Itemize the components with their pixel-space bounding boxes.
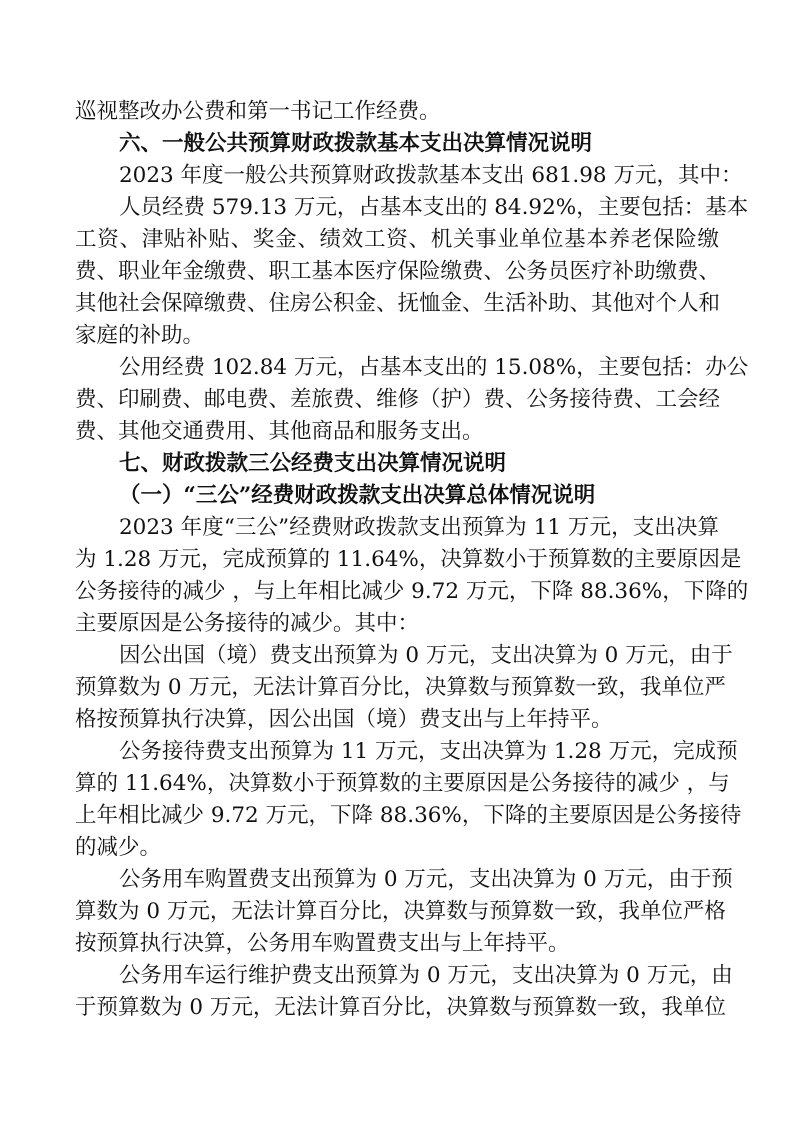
text-line: 算的 11.64%，决算数小于预算数的主要原因是公务接待的减少 ，与	[75, 771, 730, 796]
text-line: 的减少。	[75, 835, 162, 860]
text-line: 2023 年度“三公”经费财政拨款支出预算为 11 万元，支出决算	[119, 515, 719, 540]
text-line: 工资、津贴补贴、奖金、绩效工资、机关事业单位基本养老保险缴	[75, 227, 719, 252]
text-line: 其他社会保障缴费、住房公积金、抚恤金、生活补助、其他对个人和	[75, 291, 721, 316]
document-page	[75, 96, 749, 1024]
text-line: 因公出国（境）费支出预算为 0 万元，支出决算为 0 万元，由于	[119, 643, 733, 668]
paragraph	[75, 512, 749, 640]
text-line: 公务接待的减少 ，与上年相比减少 9.72 万元，下降 88.36%，下降的	[75, 579, 749, 604]
text-line: 巡视整改办公费和第一书记工作经费。	[75, 99, 441, 124]
text-line: 公用经费 102.84 万元，占基本支出的 15.08%，主要包括：办公	[119, 355, 749, 380]
text-line: 家庭的补助。	[75, 323, 205, 348]
text-line: 上年相比减少 9.72 万元，下降 88.36%，下降的主要原因是公务接待	[75, 803, 742, 828]
section-heading	[75, 128, 719, 160]
text-line: 主要原因是公务接待的减少。其中：	[75, 611, 420, 636]
text-line: 费、印刷费、邮电费、差旅费、维修（护）费、公务接待费、工会经	[75, 387, 721, 412]
text-line: 费、其他交通费用、其他商品和服务支出。	[75, 419, 484, 444]
text-line: 于预算数为 0 万元，无法计算百分比，决算数与预算数一致，我单位	[75, 995, 726, 1020]
text-line: 按预算执行决算，公务用车购置费支出与上年持平。	[75, 931, 570, 956]
paragraph	[75, 160, 743, 192]
text-line: 算数为 0 万元，无法计算百分比，决算数与预算数一致，我单位严格	[75, 899, 726, 924]
text-line: 2023 年度一般公共预算财政拨款基本支出 681.98 万元，其中：	[119, 163, 743, 188]
paragraph	[75, 960, 733, 1024]
text-line: 人员经费 579.13 万元，占基本支出的 84.92%，主要包括：基本	[119, 195, 749, 220]
paragraph	[75, 864, 733, 960]
paragraph	[75, 192, 749, 352]
text-line: （一）“三公”经费财政拨款支出决算总体情况说明	[119, 483, 596, 508]
text-line: 预算数为 0 万元，无法计算百分比，决算数与预算数一致，我单位严	[75, 675, 726, 700]
text-line: 公务用车购置费支出预算为 0 万元，支出决算为 0 万元，由于预	[119, 867, 733, 892]
paragraph	[75, 96, 719, 128]
section-heading	[75, 480, 719, 512]
text-line: 格按预算执行决算，因公出国（境）费支出与上年持平。	[75, 707, 613, 732]
text-line: 七、财政拨款三公经费支出决算情况说明	[119, 451, 507, 476]
text-line: 六、一般公共预算财政拨款基本支出决算情况说明	[119, 131, 593, 156]
section-heading	[75, 448, 719, 480]
text-line: 公务接待费支出预算为 11 万元，支出决算为 1.28 万元，完成预	[119, 739, 738, 764]
paragraph	[75, 352, 749, 448]
text-line: 为 1.28 万元，完成预算的 11.64%，决算数小于预算数的主要原因是	[75, 547, 742, 572]
paragraph	[75, 640, 733, 736]
text-line: 公务用车运行维护费支出预算为 0 万元，支出决算为 0 万元，由	[119, 963, 733, 988]
paragraph	[75, 736, 742, 864]
text-line: 费、职业年金缴费、职工基本医疗保险缴费、公务员医疗补助缴费、	[75, 259, 721, 284]
